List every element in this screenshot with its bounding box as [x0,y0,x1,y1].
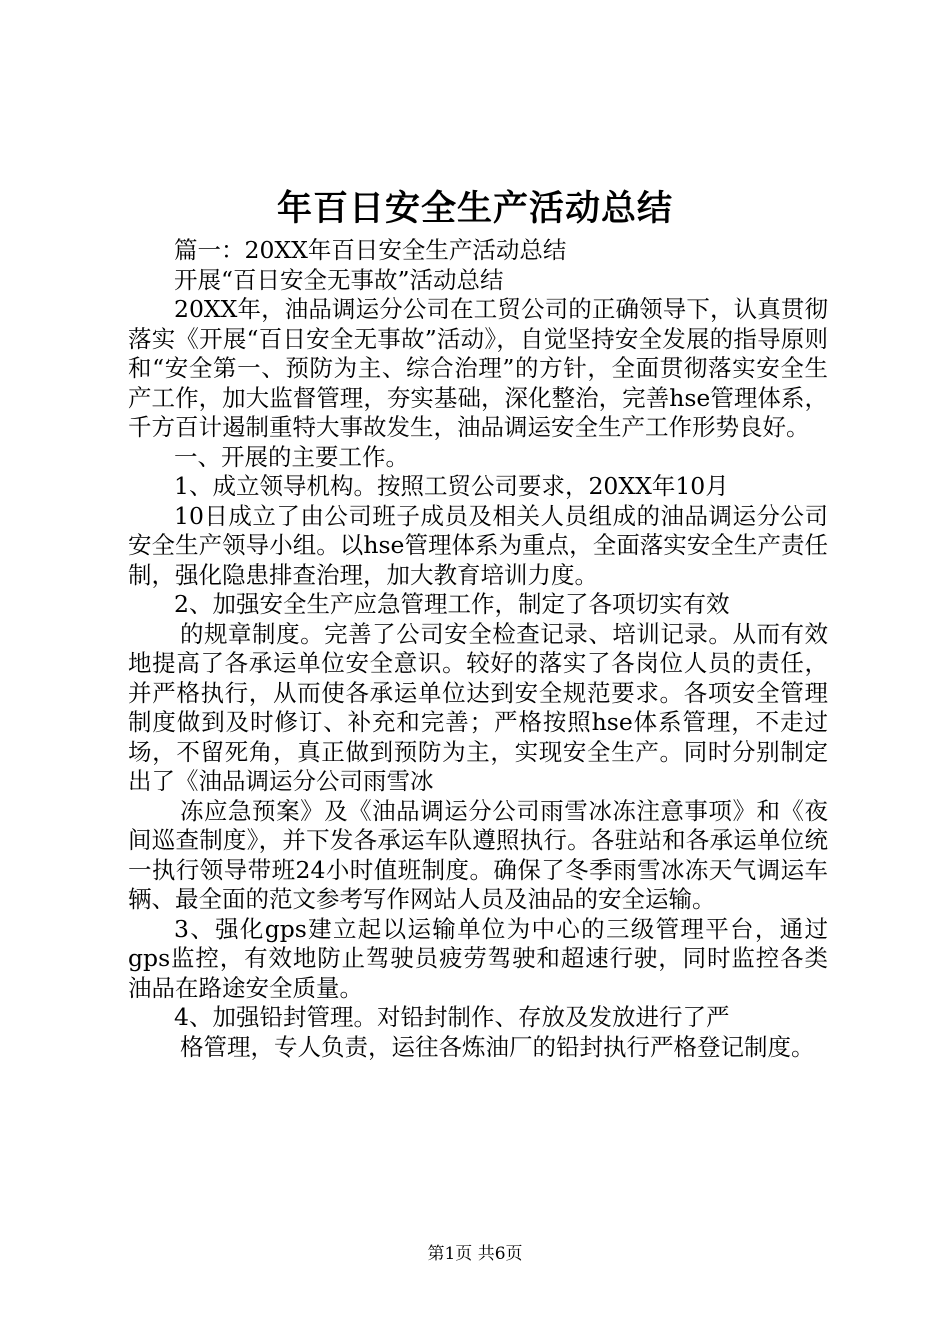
document-body [128,236,828,1062]
paragraph-item-3: 3、强化gps建立起以运输单位为中心的三级管理平台，通过gps监控，有效地防止驾驶员疲劳驾驶和超速行驶，同时监控各类油品在路途安全质量。 [128,914,828,1002]
paragraph-intro: 20XX年，油品调运分公司在工贸公司的正确领导下，认真贯彻落实《开展“百日安全无事故”活动》，自觉坚持安全发展的指导原则和“安全第一、预防为主、综合治理”的方针，全面贯彻落实安全生产工作，加大监督管理，夯实基础，深化整治，完善hse管理体系，千方百计遏制重特大事故发生，油品调运安全生产工作形势良好。 [128,295,828,441]
paragraph-item-4-cont: 格管理，专人负责，运往各炼油厂的铅封执行严格登记制度。 [180,1032,815,1061]
paragraph-item-2: 2、加强安全生产应急管理工作，制定了各项切实有效 [174,590,730,618]
paragraph-heading-2: 开展“百日安全无事故”活动总结 [174,265,504,294]
paragraph-heading-1: 篇一：20XX年百日安全生产活动总结 [174,236,567,264]
section-heading-main-work: 一、开展的主要工作。 [174,442,409,471]
paragraph-item-1-cont: 10日成立了由公司班子成员及相关人员组成的油品调运分公司安全生产领导小组。以hse管理体系为重点，全面落实安全生产责任制，强化隐患排查治理，加大教育培训力度。 [128,501,828,589]
paragraph-item-2-cont: 的规章制度。完善了公司安全检查记录、培训记录。从而有效地提高了各承运单位安全意识。较好的落实了各岗位人员的责任，并严格执行，从而使各承运单位达到安全规范要求。各项安全管理制度做到及时修订、补充和完善；严格按照hse体系管理，不走过场，不留死角，真正做到预防为主，实现安全生产。同时分别制定出了《油品调运分公司雨雪冰 [128,619,828,795]
paragraph-item-1: 1、成立领导机构。按照工贸公司要求，20XX年10月 [174,472,729,500]
page-number-footer: 第1页 共6页 [427,1244,523,1264]
document-title: 年百日安全生产活动总结 [276,188,673,229]
paragraph-item-2-cont-2: 冻应急预案》及《油品调运分公司雨雪冰冻注意事项》和《夜间巡查制度》，并下发各承运车队遵照执行。各驻站和各承运单位统一执行领导带班24小时值班制度。确保了冬季雨雪冰冻天气调运车辆、最全面的范文参考写作网站人员及油品的安全运输。 [128,796,828,913]
paragraph-item-4: 4、加强铅封管理。对铅封制作、存放及发放进行了严 [174,1003,730,1031]
